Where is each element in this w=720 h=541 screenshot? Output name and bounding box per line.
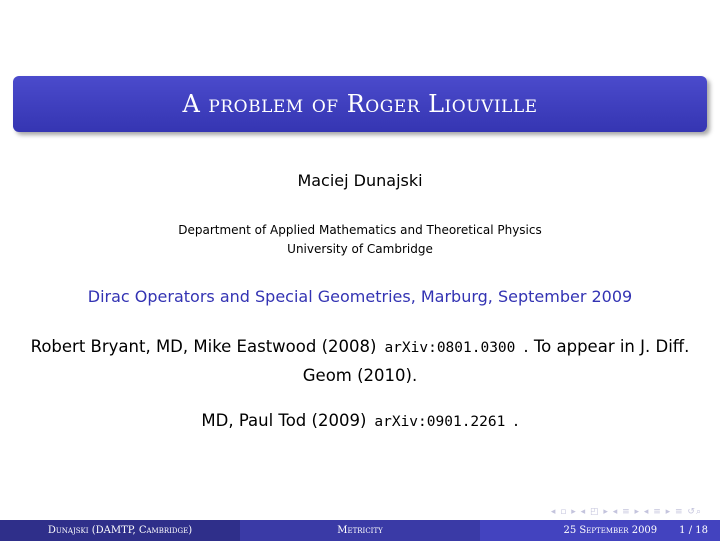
reference-2 (0, 411, 720, 430)
institute-department: Department of Applied Mathematics and Theoretical Physics (178, 223, 542, 237)
beamer-navigation-icons[interactable]: ◂ ▫ ▸ ◂ ◰ ▸ ◂ ≡ ▸ ◂ ≡ ▸ ≡ ↺⌕ (550, 507, 702, 517)
reference-2-end: . (513, 411, 519, 430)
slide-title: A problem of Roger Liouville (182, 90, 538, 118)
reference-2-authors: MD, Paul Tod (2009) (201, 411, 367, 430)
author-name: Maciej Dunajski (297, 171, 423, 190)
reference-1 (20, 333, 700, 390)
footer-short-title: Metricity (240, 520, 480, 541)
footer-right (480, 520, 720, 541)
reference-1-arxiv-link[interactable]: arXiv:0801.0300 (384, 340, 516, 356)
title-box (13, 76, 707, 132)
footer-author: Dunajski (DAMTP, Cambridge) (0, 520, 240, 541)
footer-date: 25 September 2009 (563, 525, 658, 536)
reference-1-journal: . To appear in J. Diff. Geom (2010). (302, 337, 690, 385)
footer-page-number: 1 / 18 (679, 525, 708, 536)
conference-name: Dirac Operators and Special Geometries, Marburg, September 2009 (87, 287, 633, 306)
institute-university: University of Cambridge (287, 242, 433, 256)
footer-bar (0, 520, 720, 541)
reference-2-arxiv-link[interactable]: arXiv:0901.2261 (374, 414, 506, 430)
institute (0, 221, 720, 259)
reference-1-authors: Robert Bryant, MD, Mike Eastwood (2008) (30, 337, 377, 356)
